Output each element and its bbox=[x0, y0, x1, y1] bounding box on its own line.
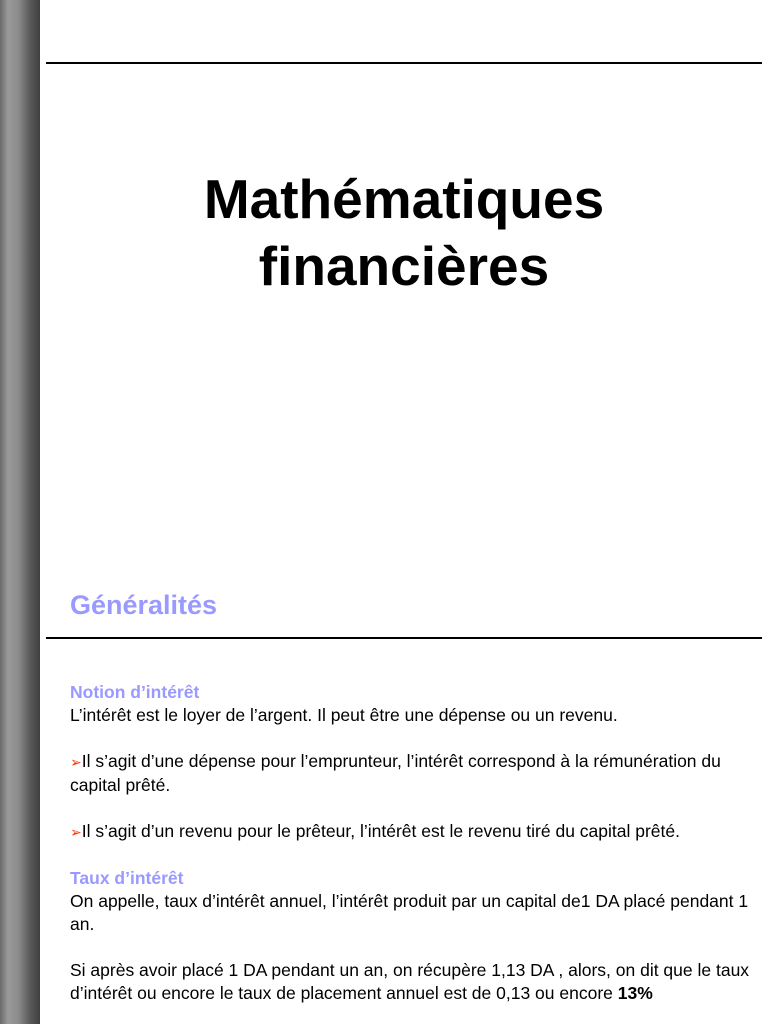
taux-example bbox=[70, 959, 760, 1005]
left-sidebar-bar bbox=[0, 0, 40, 1024]
slide-content bbox=[70, 681, 760, 1005]
arrow-bullet-icon: ➢ bbox=[70, 824, 82, 840]
title-line-2: financières bbox=[258, 235, 550, 297]
section-heading: Généralités bbox=[70, 590, 218, 620]
bullet-text: Il s’agit d’un revenu pour le prêteur, l’intérêt est le revenu tiré du capital prêté. bbox=[81, 821, 680, 841]
taux-example-percent: 13% bbox=[617, 983, 653, 1003]
notion-heading: Notion d’intérêt bbox=[70, 682, 200, 702]
bullet-item bbox=[70, 750, 760, 797]
taux-heading: Taux d’intérêt bbox=[70, 868, 184, 888]
slide-title bbox=[40, 166, 768, 300]
taux-example-text: Si après avoir placé 1 DA pendant un an, on récupère 1,13 DA , alors, on dit que le taux d’intérêt ou encore le taux de placement annuel est de 0,13 ou encore bbox=[70, 960, 750, 1003]
taux-definition: On appelle, taux d’intérêt annuel, l’intérêt produit par un capital de1 DA placé pendant 1 an. bbox=[70, 891, 749, 934]
top-divider bbox=[46, 62, 762, 64]
bullet-item bbox=[70, 820, 760, 844]
section-divider bbox=[46, 637, 762, 639]
bullet-text: Il s’agit d’une dépense pour l’emprunteur, l’intérêt correspond à la rémunération du capital prêté. bbox=[70, 751, 721, 795]
arrow-bullet-icon: ➢ bbox=[70, 754, 82, 770]
notion-definition: L’intérêt est le loyer de l’argent. Il peut être une dépense ou un revenu. bbox=[70, 705, 618, 725]
title-line-1: Mathématiques bbox=[203, 168, 605, 230]
